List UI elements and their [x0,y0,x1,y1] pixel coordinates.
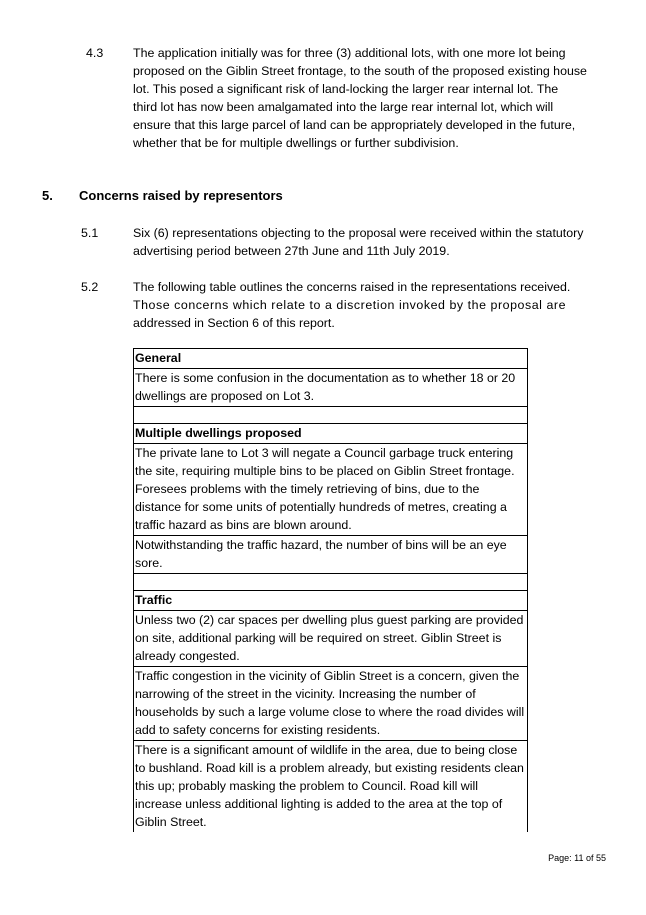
table-cell: Unless two (2) car spaces per dwelling plus guest parking are provided on site, additional parking will be required on street. Giblin Street is already congested. [134,611,528,667]
paragraph-4-3 [133,44,603,152]
paragraph-number-5-2: 5.2 [81,280,99,294]
table-row [134,424,528,444]
table-cell-empty [134,574,528,591]
table-cell: Traffic congestion in the vicinity of Giblin Street is a concern, given the narrowing of the street in the vicinity. Increasing the number of households by such a large volume close to where the road divides will add to safety concerns for existing residents. [134,667,528,741]
table-row [134,611,528,667]
table-row [134,591,528,611]
paragraph-5-2-line: Those concerns which relate to a discretion invoked by the proposal are [133,298,567,312]
paragraph-4-3-line: lot. This posed a significant risk of land-locking the larger rear internal lot. The [133,82,559,96]
paragraph-4-3-line: third lot has now been amalgamated into the large rear internal lot, which will [133,100,554,114]
table-row [134,536,528,574]
concerns-table [133,348,528,832]
paragraph-number-5-1: 5.1 [81,226,99,240]
paragraph-5-1 [133,224,603,260]
paragraph-4-3-line: ensure that this large parcel of land can be appropriately developed in the future, [133,118,576,132]
table-heading-general: General [134,349,528,369]
table-row [134,667,528,741]
section-5-title: Concerns raised by representors [79,188,283,203]
paragraph-5-1-line: Six (6) representations objecting to the proposal were received within the statutory [133,226,584,240]
table-row [134,369,528,407]
paragraph-5-1-line: advertising period between 27th June and 11th July 2019. [133,244,450,258]
table-cell: There is a significant amount of wildlife in the area, due to being close to bushland. Road kill is a problem already, but existing residents clean this up; probably masking the problem to Council. Road kill will increase unless additional lighting is added to the area at the top of Giblin Street. [134,741,528,833]
table-heading-traffic: Traffic [134,591,528,611]
table-cell-empty [134,407,528,424]
paragraph-5-2-line: addressed in Section 6 of this report. [133,316,335,330]
paragraph-5-2-line: The following table outlines the concerns raised in the representations received. [133,280,571,294]
table-cell: The private lane to Lot 3 will negate a Council garbage truck entering the site, requiring multiple bins to be placed on Giblin Street frontage. Foresees problems with the timely retrieving of bins, due to the distance for some units of potentially hundreds of metres, creating a traffic hazard as bins are blown around. [134,444,528,536]
paragraph-4-3-line: proposed on the Giblin Street frontage, to the south of the proposed existing house [133,64,587,78]
paragraph-4-3-line: The application initially was for three (3) additional lots, with one more lot being [133,46,566,60]
paragraph-number-4-3: 4.3 [86,46,104,60]
table-cell: Notwithstanding the traffic hazard, the number of bins will be an eye sore. [134,536,528,574]
paragraph-4-3-line: whether that be for multiple dwellings or further subdivision. [133,136,459,150]
page-number: Page: 11 of 55 [548,853,606,863]
table-row [134,349,528,369]
table-row-spacer [134,407,528,424]
table-heading-multiple-dwellings: Multiple dwellings proposed [134,424,528,444]
table-row [134,741,528,833]
table-row [134,444,528,536]
section-5-number: 5. [42,188,53,203]
table-cell: There is some confusion in the documentation as to whether 18 or 20 dwellings are proposed on Lot 3. [134,369,528,407]
paragraph-5-2 [133,278,603,332]
table-row-spacer [134,574,528,591]
